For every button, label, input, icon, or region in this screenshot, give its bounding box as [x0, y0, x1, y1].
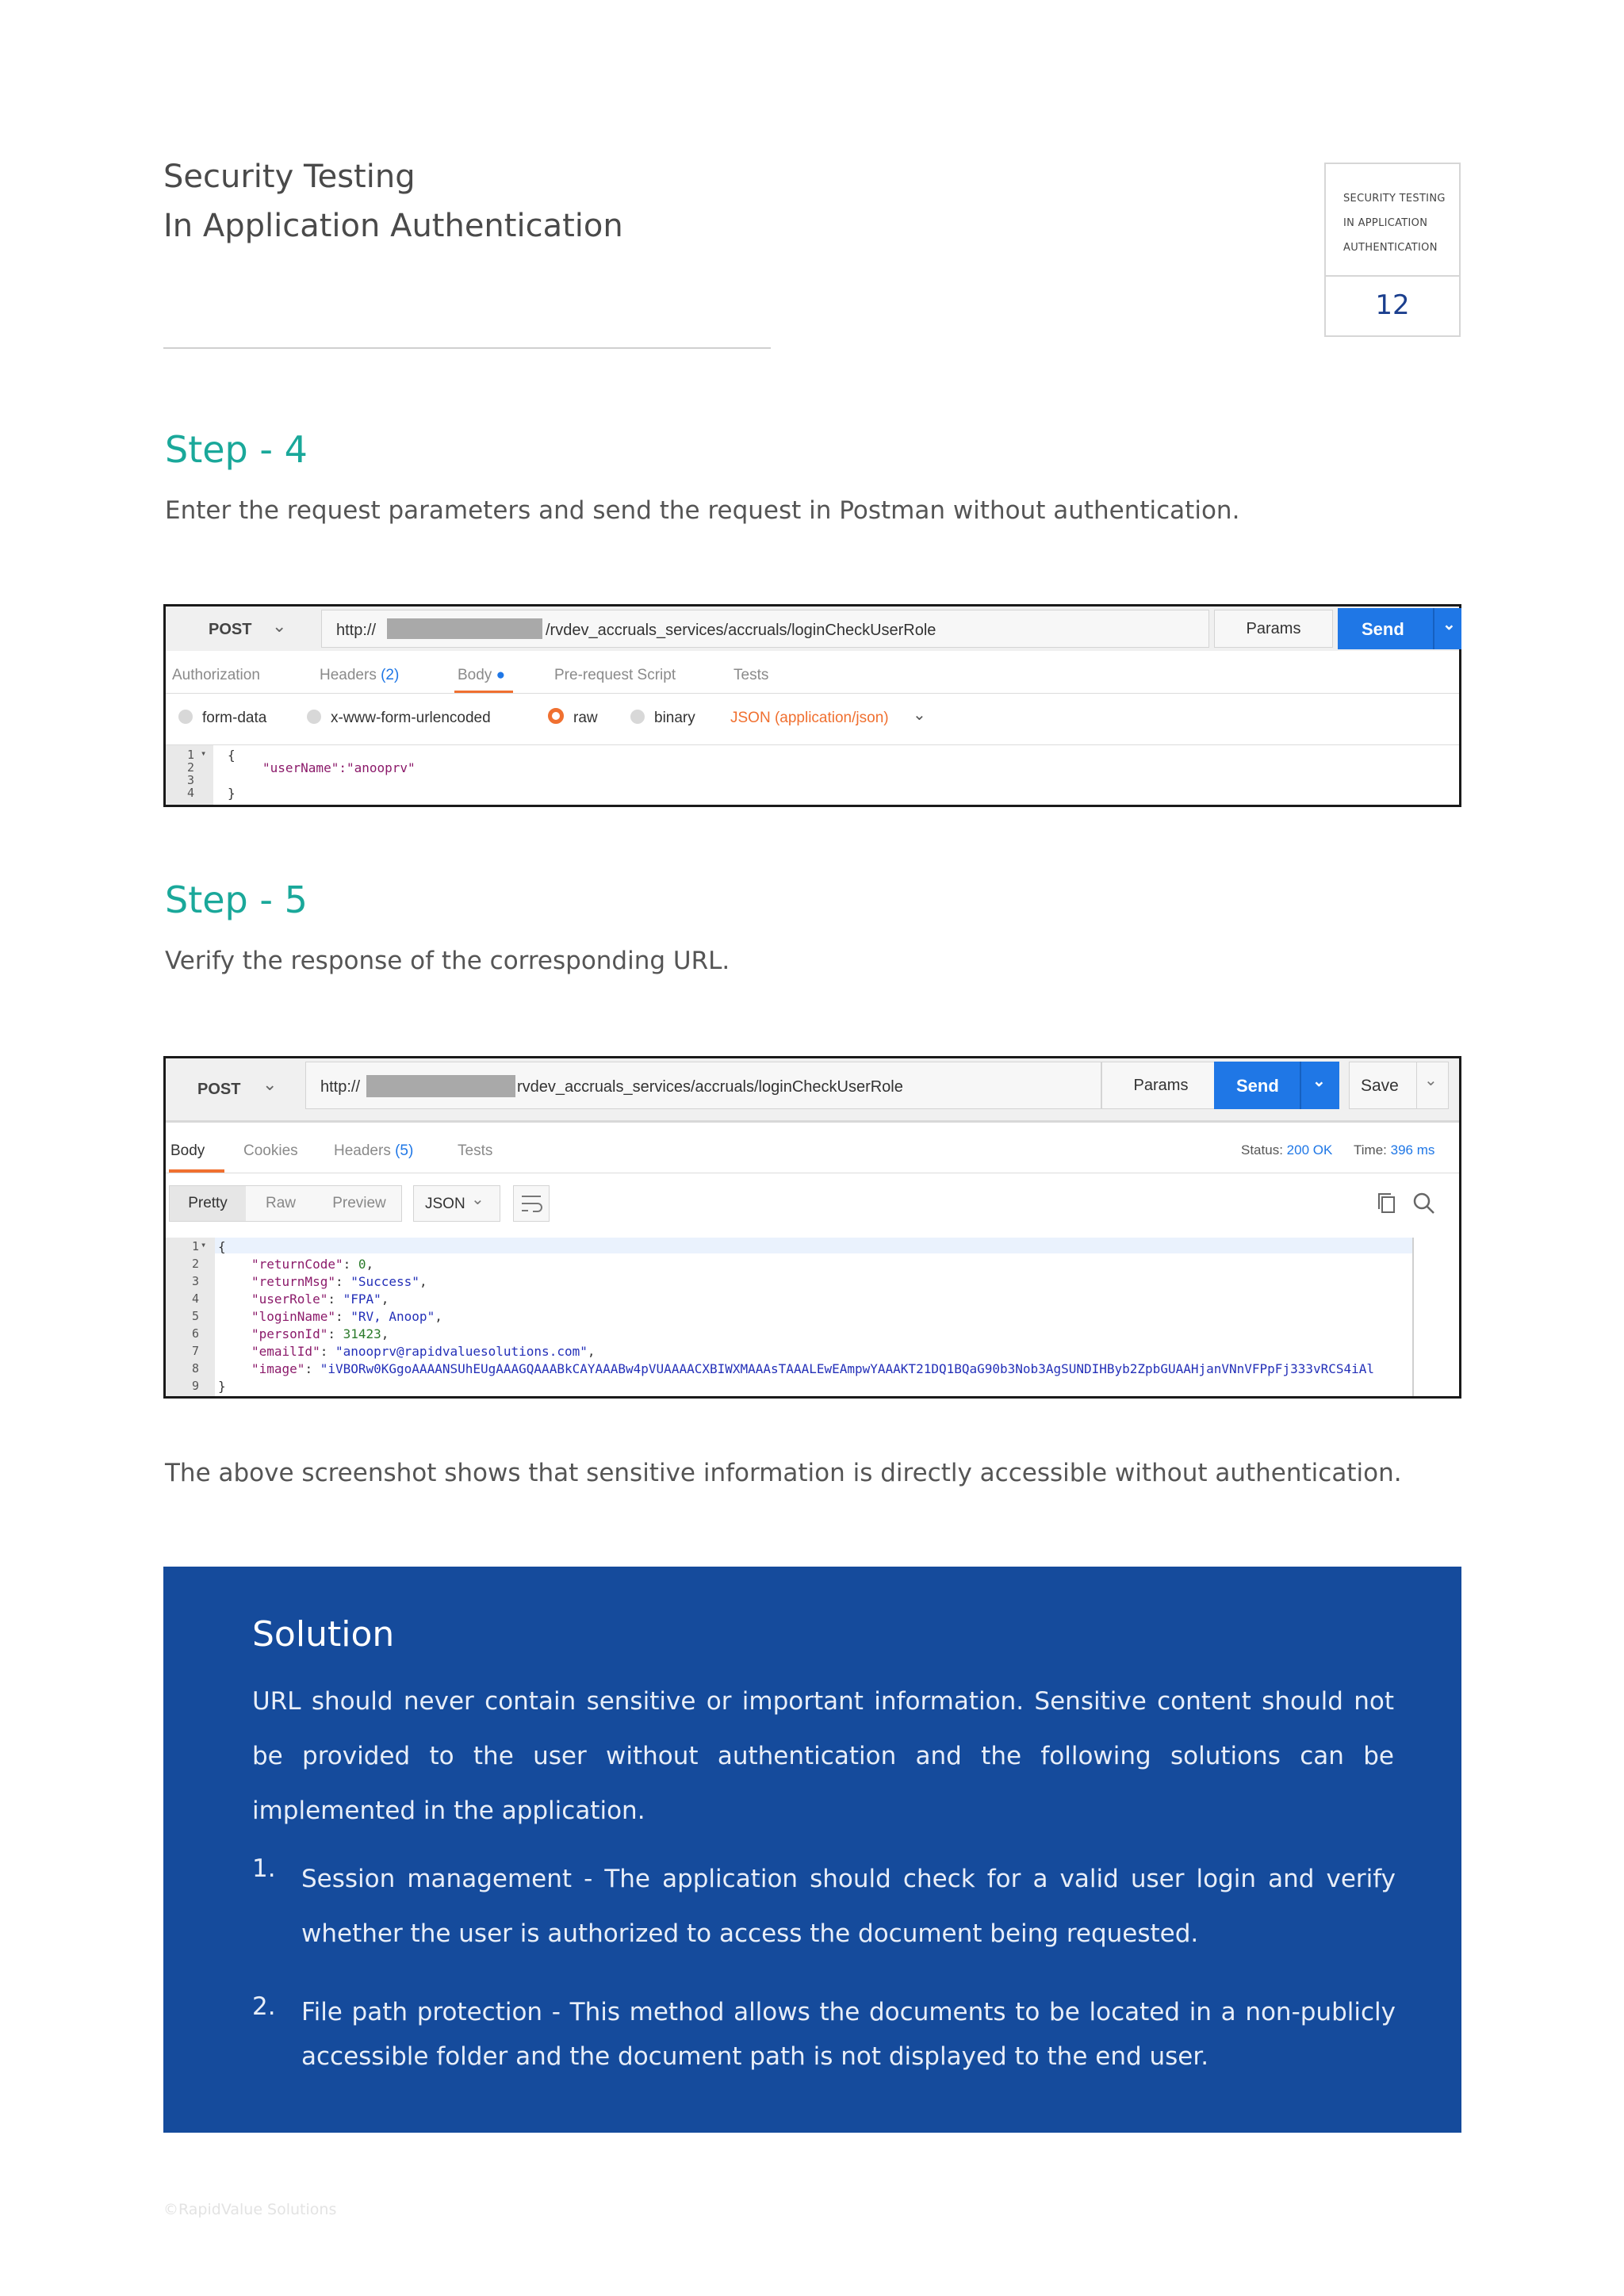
redacted-host [387, 618, 542, 639]
send-button[interactable] [1338, 608, 1461, 649]
chevron-down-icon: ⌄ [272, 616, 287, 636]
json-field-line: "image": "iVBORw0KGgoAAAANSUhEUgAAAGQAAABkCAYAAABw4pVUAAAACXBIWXMAAAsTAAALEwEAmpwYAAAKT21DQ1BQaG90b3Nob3AgSUNDIHByb2ZpbGUAAHjanVNnVFPpFj333vRCS4iAl [251, 1361, 1375, 1376]
solution-heading: Solution [252, 1614, 395, 1655]
redacted-host [366, 1075, 515, 1097]
format-select[interactable] [413, 1185, 500, 1222]
json-value: "FPA" [343, 1292, 381, 1307]
page-marker-divider [1326, 275, 1459, 277]
json-field-line: "returnMsg": "Success", [251, 1274, 427, 1289]
line-number: 1 [191, 1239, 199, 1253]
url-suffix: /rvdev_accruals_services/accruals/loginCheckUserRole [546, 622, 936, 639]
line-number: 7 [191, 1344, 199, 1358]
save-split-divider [1416, 1062, 1417, 1108]
json-value: "RV, Anoop" [350, 1309, 435, 1324]
tab-headers[interactable] [334, 1142, 413, 1160]
view-raw-button[interactable]: Raw [265, 1195, 296, 1211]
method-label: POST [197, 1081, 241, 1098]
document-title-line-2: In Application Authentication [163, 208, 623, 244]
method-select[interactable] [174, 1065, 308, 1111]
time-value: 396 ms [1390, 1142, 1435, 1158]
line-number: 4 [186, 786, 194, 800]
radio-urlencoded[interactable] [307, 710, 321, 724]
time-label: Time: [1354, 1142, 1387, 1158]
send-split-divider [1433, 608, 1434, 649]
step-4-heading: Step - 4 [165, 428, 308, 471]
chevron-down-icon: ⌄ [471, 1191, 485, 1208]
status-value: 200 OK [1286, 1142, 1333, 1158]
tab-body-label: Body [458, 667, 492, 683]
observation-text: The above screenshot shows that sensitive information is directly accessible without authentication. [165, 1459, 1402, 1487]
chevron-down-icon[interactable]: ⌄ [1424, 1072, 1438, 1089]
json-open-brace: { [218, 1239, 226, 1254]
active-line-highlight [215, 1238, 1412, 1253]
line-number: 9 [191, 1379, 199, 1393]
footer-copyright: ©RapidValue Solutions [163, 2201, 337, 2218]
radio-raw[interactable] [548, 708, 564, 724]
code-line: } [228, 786, 236, 801]
json-key: "personId" [251, 1326, 328, 1341]
editor-scrollbar[interactable] [1412, 1238, 1414, 1396]
method-label: POST [209, 621, 252, 638]
response-time [1354, 1142, 1434, 1158]
solution-item-number: 1. [252, 1854, 276, 1883]
json-key: "image" [251, 1361, 305, 1376]
radio-raw-label: raw [573, 710, 598, 726]
page-number: 12 [1375, 289, 1410, 321]
chevron-down-icon: ⌄ [262, 1074, 278, 1094]
json-close-brace: } [218, 1379, 226, 1394]
json-key: "emailId" [251, 1344, 320, 1359]
chevron-down-icon[interactable]: ⌄ [1442, 616, 1456, 633]
response-status [1241, 1142, 1332, 1158]
view-mode-group [169, 1185, 402, 1222]
url-suffix: rvdev_accruals_services/accruals/loginCheckUserRole [517, 1078, 903, 1096]
line-number: 5 [191, 1309, 199, 1323]
json-field-line: "personId": 31423, [251, 1326, 389, 1341]
tab-headers[interactable] [320, 667, 399, 684]
send-button[interactable] [1214, 1062, 1339, 1109]
url-prefix: http:// [336, 622, 377, 639]
params-button[interactable]: Params [1101, 1062, 1220, 1109]
postman-request-screenshot [163, 604, 1461, 807]
radio-form-data[interactable] [178, 710, 193, 724]
tab-headers-count: (5) [395, 1142, 414, 1159]
tab-body[interactable] [458, 667, 505, 684]
step-5-description: Verify the response of the corresponding URL. [165, 947, 730, 975]
page-marker-box [1324, 163, 1461, 337]
line-number: 8 [191, 1361, 199, 1376]
json-field-line: "loginName": "RV, Anoop", [251, 1309, 442, 1324]
json-value: 31423 [343, 1326, 381, 1341]
params-button[interactable]: Params [1214, 610, 1333, 648]
json-value: "Success" [350, 1274, 419, 1289]
radio-form-data-label: form-data [202, 710, 267, 726]
page-marker-label-line: IN APPLICATION [1343, 217, 1428, 229]
step-5-heading: Step - 5 [165, 878, 308, 921]
chevron-down-icon[interactable]: ⌄ [1312, 1073, 1326, 1090]
url-prefix: http:// [320, 1078, 361, 1096]
tab-headers-label: Headers [334, 1142, 391, 1159]
view-preview-button[interactable]: Preview [332, 1195, 386, 1211]
fold-arrow-icon[interactable]: ▾ [201, 748, 207, 759]
send-split-divider [1300, 1062, 1301, 1109]
url-input[interactable] [321, 610, 1209, 648]
view-pretty-button[interactable]: Pretty [170, 1186, 246, 1221]
json-key: "userRole" [251, 1292, 328, 1307]
line-number: 3 [186, 773, 194, 787]
url-input[interactable] [305, 1062, 1101, 1109]
page-marker-label [1343, 186, 1446, 260]
format-label: JSON [425, 1196, 465, 1212]
search-icon[interactable] [1411, 1190, 1438, 1217]
json-value: "iVBORw0KGgoAAAANSUhEUgAAAGQAAABkCAYAAABw4pVUAAAACXBIWXMAAAsTAAALEwEAmpwYAAAKT21DQ1BQaG90b3Nob3AgSUNDIHByb2ZpbGUAAHjanVNnVFPpFj333vRCS4iAl [320, 1361, 1375, 1376]
tab-prerequest-script[interactable]: Pre-request Script [554, 667, 676, 683]
json-field-line: "userRole": "FPA", [251, 1292, 389, 1307]
json-field-line: "returnCode": 0, [251, 1257, 374, 1272]
radio-binary-label: binary [654, 710, 695, 726]
line-number: 6 [191, 1326, 199, 1341]
header-divider [163, 347, 771, 349]
solution-item-number: 2. [252, 1992, 276, 2021]
tab-cookies[interactable]: Cookies [243, 1142, 298, 1159]
document-title [163, 152, 623, 251]
json-value: "anooprv@rapidvaluesolutions.com" [335, 1344, 588, 1359]
solution-item-text: Session management - The application should check for a valid user login and verify whether the user is authorized to access the document being requested. [301, 1865, 1396, 1948]
tab-tests[interactable]: Tests [733, 667, 769, 683]
bar-divider [166, 1120, 1459, 1123]
tab-authorization[interactable]: Authorization [172, 667, 260, 683]
radio-urlencoded-label: x-www-form-urlencoded [331, 710, 491, 726]
modified-dot-icon: ● [496, 667, 506, 683]
document-title-line-1: Security Testing [163, 159, 416, 195]
save-button[interactable] [1349, 1062, 1449, 1109]
line-number: 2 [191, 1257, 199, 1271]
save-label: Save [1361, 1077, 1399, 1095]
wrap-lines-button[interactable] [513, 1185, 550, 1222]
editor-divider [166, 744, 1459, 745]
tab-body[interactable]: Body [170, 1142, 205, 1159]
fold-arrow-icon[interactable]: ▾ [201, 1239, 207, 1250]
code-line: "userName":"anooprv" [262, 760, 416, 775]
line-number: 2 [186, 760, 194, 775]
chevron-down-icon[interactable]: ⌄ [913, 706, 926, 724]
copy-icon[interactable] [1374, 1190, 1401, 1217]
radio-binary[interactable] [630, 710, 645, 724]
page-marker-label-line: AUTHENTICATION [1343, 242, 1438, 254]
tab-headers-label: Headers [320, 667, 377, 683]
solution-item-text: File path protection - This method allows the documents to be located in a non-publicly accessible folder and the document path is not displayed to the end user. [301, 1998, 1396, 2071]
json-key: "loginName" [251, 1309, 335, 1324]
json-value: 0 [358, 1257, 366, 1272]
postman-response-screenshot [163, 1056, 1461, 1399]
page-marker-label-line: SECURITY TESTING [1343, 193, 1446, 205]
method-select[interactable] [172, 610, 315, 648]
line-number: 4 [191, 1292, 199, 1306]
status-label: Status: [1241, 1142, 1283, 1158]
step-4-description: Enter the request parameters and send the request in Postman without authentication. [165, 496, 1240, 525]
body-type-row [166, 694, 1459, 744]
line-number: 3 [191, 1274, 199, 1288]
line-number: 1 [186, 748, 194, 762]
tab-tests[interactable]: Tests [458, 1142, 493, 1159]
tab-headers-count: (2) [381, 667, 400, 683]
wrap-lines-icon [514, 1186, 549, 1221]
content-type-select[interactable]: JSON (application/json) [730, 710, 889, 726]
send-label: Send [1236, 1076, 1279, 1096]
json-field-line: "emailId": "anooprv@rapidvaluesolutions.com", [251, 1344, 596, 1359]
json-key: "returnMsg" [251, 1274, 335, 1289]
solution-intro: URL should never contain sensitive or important information. Sensitive content should not be provided to the user without authentication and the following solutions can be implemented in the application. [252, 1687, 1394, 1825]
send-label: Send [1362, 619, 1404, 639]
json-key: "returnCode" [251, 1257, 343, 1272]
code-line: { [228, 748, 236, 763]
